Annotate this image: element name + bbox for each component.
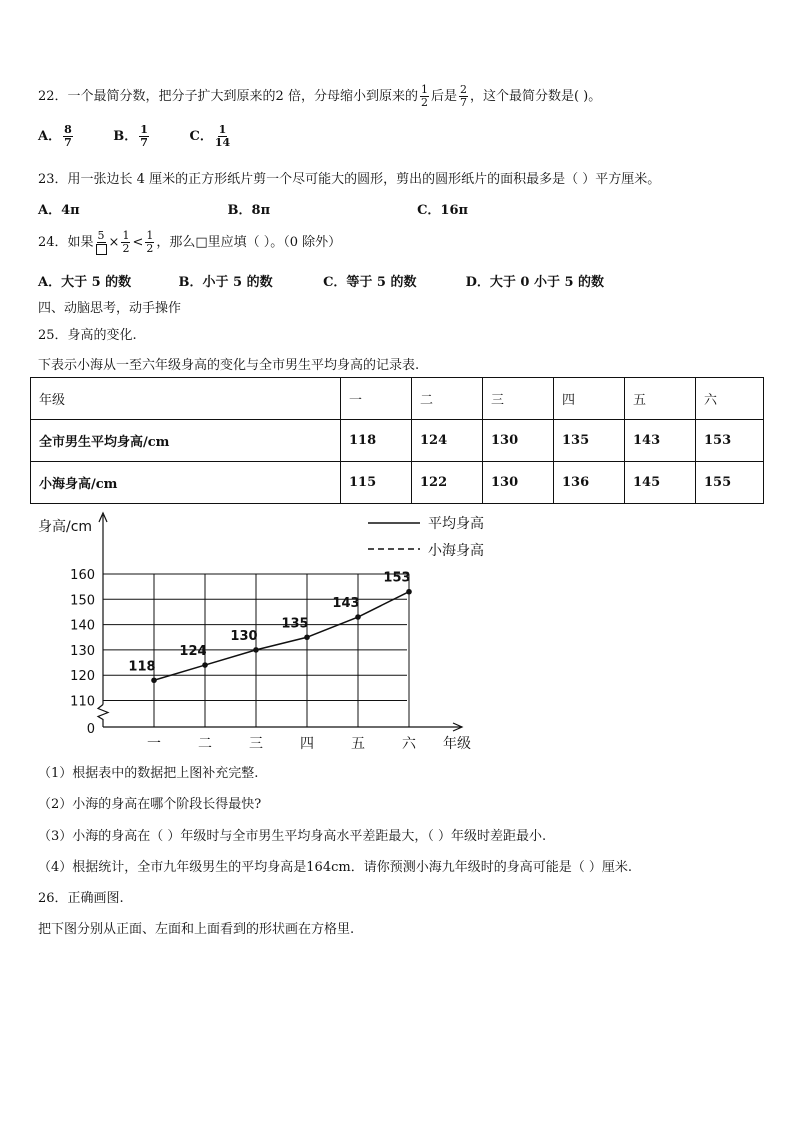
- legend-xiaohai: 小海身高: [428, 543, 484, 559]
- q22-fraction-half: $\frac{1}{2}$: [420, 83, 428, 109]
- q23-option-c[interactable]: C．16π: [417, 203, 469, 218]
- series-line-0: [154, 592, 409, 681]
- table-cell: 122: [412, 462, 483, 504]
- q24-text-a: 24．如果: [38, 235, 94, 250]
- table-cell: 136: [554, 462, 625, 504]
- data-point: [202, 662, 208, 668]
- q22-stem: [38, 84, 601, 109]
- y-tick-label: 140: [70, 618, 95, 634]
- q22-option-b[interactable]: B． $\frac{1}{7}$: [113, 123, 148, 149]
- section-heading: 四、动脑思考，动手操作: [38, 301, 182, 316]
- table-cell: 六: [696, 378, 764, 420]
- data-point: [151, 677, 157, 683]
- q24-options: [38, 271, 604, 290]
- x-tick-label: 一: [147, 736, 161, 752]
- q26-text: 把下图分别从正面、左面和上面看到的形状画在方格里.: [38, 922, 355, 937]
- data-label: 118: [128, 659, 156, 675]
- table-cell: 年级: [31, 378, 341, 420]
- q25-sub1: （1）根据表中的数据把上图补充完整.: [38, 766, 259, 781]
- y-tick-label: 150: [70, 593, 95, 609]
- table-cell: 145: [625, 462, 696, 504]
- q23-options: [38, 199, 468, 218]
- data-label: 124: [179, 644, 207, 660]
- q26-title: 26．正确画图.: [38, 891, 124, 906]
- legend-average: 平均身高: [428, 516, 484, 532]
- axis-break-icon: [98, 705, 108, 728]
- data-point: [355, 614, 361, 620]
- table-cell: 124: [412, 420, 483, 462]
- q22-options: [38, 124, 232, 149]
- table-header-row: [31, 378, 764, 420]
- y-tick-label: 130: [70, 643, 95, 659]
- q24-text-b: ，那么□里应填（ ）。（0 除外）: [156, 235, 342, 250]
- chart-x-axis-label: 年级: [443, 736, 471, 752]
- q22-text-c: ，这个最简分数是( )。: [469, 89, 602, 104]
- q25-sub3: （3）小海的身高在（ ）年级时与全市男生平均身高水平差距最大，（ ）年级时差距最小.: [38, 829, 547, 844]
- q25-title: 25．身高的变化.: [38, 328, 137, 343]
- y-tick-label: 110: [70, 694, 95, 710]
- table-cell: 155: [696, 462, 764, 504]
- y-tick-label: 160: [70, 568, 95, 583]
- q24-fraction-blank: 5: [96, 230, 107, 255]
- data-label: 143: [332, 596, 360, 612]
- q24-fraction-half-b: $\frac{1}{2}$: [146, 229, 154, 255]
- y-tick-label: 120: [70, 669, 95, 685]
- q22-fraction-two-sevenths: $\frac{2}{7}$: [459, 83, 467, 109]
- table-cell: 115: [341, 462, 412, 504]
- table-cell: 四: [554, 378, 625, 420]
- chart-y-axis-label: 身高/cm: [38, 519, 93, 535]
- table-cell: 143: [625, 420, 696, 462]
- table-cell: 130: [483, 462, 554, 504]
- data-point: [406, 589, 412, 595]
- table-cell: 135: [554, 420, 625, 462]
- q22-option-c[interactable]: C． $\frac{1}{14}$: [189, 123, 231, 149]
- q25-intro: 下表示小海从一至六年级身高的变化与全市男生平均身高的记录表.: [38, 358, 420, 373]
- table-cell: 小海身高/cm: [31, 462, 341, 504]
- q24-stem: 24．如果 5 × $\frac{1}{2}$ < $\frac{1}{2}$ ，那么□里应填（ ）。（0 除外）: [38, 229, 342, 255]
- q23-option-b[interactable]: B．8π: [227, 203, 271, 218]
- y-tick-label: 0: [86, 722, 95, 737]
- table-cell: 五: [625, 378, 696, 420]
- table-cell: 118: [341, 420, 412, 462]
- data-point: [253, 647, 259, 653]
- table-cell: 130: [483, 420, 554, 462]
- q24-option-b[interactable]: B．小于 5 的数: [178, 275, 273, 290]
- data-point: [304, 634, 310, 640]
- q25-sub2: （2）小海的身高在哪个阶段长得最快?: [38, 797, 262, 812]
- x-tick-label: 五: [351, 736, 365, 752]
- x-tick-label: 二: [198, 736, 212, 752]
- table-cell: 三: [483, 378, 554, 420]
- q23-option-a[interactable]: A．4π: [38, 203, 80, 218]
- q22-text-a: 22．一个最简分数，把分子扩大到原来的2 倍，分母缩小到原来的: [38, 89, 418, 104]
- table-row: [31, 462, 764, 504]
- height-record-table: [30, 377, 764, 504]
- q24-option-a[interactable]: A．大于 5 的数: [38, 275, 132, 290]
- data-label: 135: [281, 616, 309, 632]
- data-label: 153: [383, 570, 411, 586]
- table-cell: 全市男生平均身高/cm: [31, 420, 341, 462]
- q24-option-d[interactable]: D．大于 0 小于 5 的数: [465, 275, 605, 290]
- x-tick-label: 六: [402, 736, 416, 752]
- table-cell: 153: [696, 420, 764, 462]
- q22-option-a[interactable]: A． $\frac{8}{7}$: [38, 123, 72, 149]
- q24-fraction-half-a: $\frac{1}{2}$: [122, 229, 130, 255]
- x-tick-label: 三: [249, 736, 263, 752]
- table-row: [31, 420, 764, 462]
- q23-stem: 23．用一张边长 4 厘米的正方形纸片剪一个尽可能大的圆形，剪出的圆形纸片的面积最多是（ ）平方厘米。: [38, 172, 661, 187]
- q22-text-b: 后是: [430, 89, 457, 104]
- q24-option-c[interactable]: C．等于 5 的数: [323, 275, 417, 290]
- height-line-chart: [0, 505, 794, 760]
- q25-sub4: （4）根据统计，全市九年级男生的平均身高是164cm．请你预测小海九年级时的身高可能是（ ）厘米.: [38, 860, 632, 875]
- x-tick-label: 四: [300, 736, 314, 752]
- table-cell: 二: [412, 378, 483, 420]
- data-label: 130: [230, 628, 258, 644]
- table-cell: 一: [341, 378, 412, 420]
